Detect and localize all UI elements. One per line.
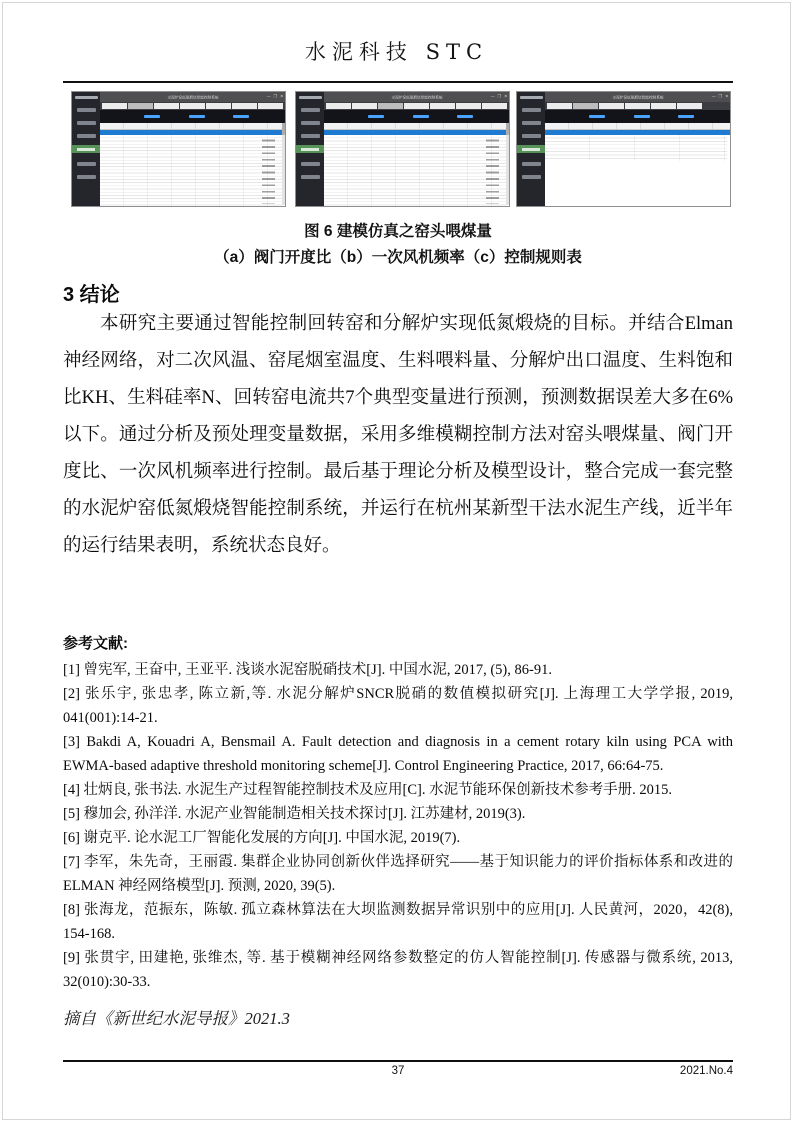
link-label: [189, 115, 205, 118]
references-heading: 参考文献:: [63, 635, 128, 652]
screenshot-panel-b: [295, 91, 510, 207]
sidebar-item: [77, 121, 96, 125]
sidebar-item-active: [72, 145, 100, 153]
window-title: 水泥炉窑低氮煅烧智能控制系统: [391, 95, 442, 99]
link-label: [589, 115, 605, 118]
sidebar-item: [77, 175, 96, 179]
screenshot-panel-a: [71, 91, 286, 207]
table-rows: [100, 135, 282, 206]
sidebar-item: [77, 134, 96, 138]
sidebar-item: [301, 121, 320, 125]
reference-item: [8] 张海龙，范振东，陈敏. 孤立森林算法在大坝监测数据异常识别中的应用[J]. 人民黄河，2020，42(8), 154-168.: [63, 902, 733, 942]
tab-strip: [545, 102, 730, 110]
figure-screenshots: [63, 91, 733, 207]
reference-item: [1] 曾宪军, 王奋中, 王亚平. 浅谈水泥窑脱硝技术[J]. 中国水泥, 2017, (5), 86-91.: [63, 662, 552, 678]
footer-page-number: 37: [391, 1065, 405, 1077]
sidebar-item-active: [296, 145, 324, 153]
link-label: [678, 115, 694, 118]
tab: [404, 103, 429, 109]
footer-rule: [63, 1060, 733, 1062]
sidebar-item: [522, 175, 541, 179]
link-label: [413, 115, 429, 118]
sidebar-item: [522, 134, 541, 138]
value-column: [486, 135, 499, 204]
window-titlebar: [324, 92, 509, 102]
sidebar-item: [522, 108, 541, 112]
toolbar: [324, 110, 509, 123]
reference-item: [6] 谢克平. 论水泥工厂智能化发展的方向[J]. 中国水泥, 2019(7).: [63, 830, 461, 846]
table-rows: [545, 135, 727, 161]
reference-item: [9] 张贯宇, 田建艳, 张维杰, 等. 基于模糊神经网络参数整定的仿人智能控制[J]. 传感器与微系统, 2013, 32(010):30-33.: [63, 950, 733, 990]
app-main-area: [545, 92, 730, 206]
figure-subcaption: （a）阀门开度比（b）一次风机频率（c）控制规则表: [214, 249, 582, 266]
app-logo: [75, 96, 98, 99]
app-logo: [520, 96, 543, 99]
tab-strip: [100, 102, 285, 110]
link-label: [634, 115, 650, 118]
tab: [625, 103, 650, 109]
app-sidebar: [296, 92, 324, 206]
tab: [677, 103, 702, 109]
header-rule: [63, 81, 733, 83]
table-header-row: [324, 123, 509, 130]
tab-active: [573, 103, 598, 109]
figure-caption: 图 6 建模仿真之窑头喂煤量: [304, 223, 492, 240]
sidebar-item: [77, 162, 96, 166]
tab: [456, 103, 481, 109]
tab: [232, 103, 257, 109]
app-main-area: [324, 92, 509, 206]
link-label: [144, 115, 160, 118]
window-controls-icons: — ❐ ✕: [711, 94, 729, 100]
table-header-row: [545, 123, 730, 130]
tab: [258, 103, 283, 109]
window-controls-icons: — ❐ ✕: [266, 94, 284, 100]
reference-item: [5] 穆加会, 孙洋洋. 水泥产业智能制造相关技术探讨[J]. 江苏建材, 2019(3).: [63, 806, 526, 822]
sidebar-item: [522, 162, 541, 166]
table-header-row: [100, 123, 285, 130]
tab: [352, 103, 377, 109]
tab: [430, 103, 455, 109]
tab-strip: [324, 102, 509, 110]
sidebar-item: [77, 108, 96, 112]
sidebar-item: [301, 162, 320, 166]
window-title: 水泥炉窑低氮煅烧智能控制系统: [167, 95, 218, 99]
tab: [651, 103, 676, 109]
toolbar: [100, 110, 285, 123]
sidebar-item: [301, 175, 320, 179]
references-list: [63, 658, 733, 994]
window-controls-icons: — ❐ ✕: [490, 94, 508, 100]
app-main-area: [100, 92, 285, 206]
data-table: [324, 123, 509, 206]
source-note: 摘自《新世纪水泥导报》2021.3: [63, 1009, 290, 1028]
tab: [154, 103, 179, 109]
sidebar-item: [522, 121, 541, 125]
conclusion-paragraph: 本研究主要通过智能控制回转窑和分解炉实现低氮煅烧的目标。并结合Elman神经网络，对二次风温、窑尾烟室温度、生料喂料量、分解炉出口温度、生料饱和比KH、生料硅率N、回转窑电流共7个典型变量进行预测，预测数据误差大多在6%以下。通过分析及预处理变量数据，采用多维模糊控制方法对窑头喂煤量、阀门开度比、一次风机频率进行控制。最后基于理论分析及模型设计，整合完成一套完整的水泥炉窑低氮煅烧智能控制系统，并运行在杭州某新型干法水泥生产线，近半年的运行结果表明，系统状态良好。: [63, 314, 733, 556]
tab: [547, 103, 572, 109]
reference-item: [2] 张乐宇, 张忠孝, 陈立新,等. 水泥分解炉SNCR脱硝的数值模拟研究[J]. 上海理工大学学报, 2019, 041(001):14-21.: [63, 686, 733, 726]
sidebar-item: [301, 134, 320, 138]
tab: [102, 103, 127, 109]
tab: [206, 103, 231, 109]
sidebar-item-active: [517, 145, 545, 153]
window-titlebar: [100, 92, 285, 102]
footer-issue: 2021.No.4: [679, 1065, 733, 1077]
tab: [599, 103, 624, 109]
tab: [326, 103, 351, 109]
reference-item: [7] 李军，朱先奇，王丽霞. 集群企业协同创新伙伴选择研究——基于知识能力的评价指标体系和改进的ELMAN 神经网络模型[J]. 预测, 2020, 39(5).: [63, 854, 733, 894]
tab-active: [378, 103, 403, 109]
journal-header-title: 水泥科技 STC: [304, 40, 489, 64]
link-label: [233, 115, 249, 118]
scrollbar: [282, 123, 285, 205]
tab: [482, 103, 507, 109]
data-table: [545, 123, 730, 206]
table-rows: [324, 135, 506, 206]
sidebar-item: [301, 108, 320, 112]
value-column: [262, 135, 275, 204]
app-sidebar: [72, 92, 100, 206]
window-titlebar: [545, 92, 730, 102]
screenshot-panel-c: [516, 91, 731, 207]
tab: [180, 103, 205, 109]
link-label: [457, 115, 473, 118]
window-title: 水泥炉窑低氮煅烧智能控制系统: [612, 95, 663, 99]
toolbar: [545, 110, 730, 123]
tab-active: [128, 103, 153, 109]
data-table: [100, 123, 285, 206]
section-heading: 3 结论: [63, 284, 120, 306]
scrollbar: [506, 123, 509, 205]
reference-item: [4] 壮炳良, 张书法. 水泥生产过程智能控制技术及应用[C]. 水泥节能环保创新技术参考手册. 2015.: [63, 782, 672, 798]
reference-item: [3] Bakdi A, Kouadri A, Bensmail A. Fault detection and diagnosis in a cement rotary kiln using PCA with EWMA-based adaptive threshold monitoring scheme[J]. Control Engineering Practice, 2017, 66:64-75.: [63, 734, 733, 774]
link-label: [368, 115, 384, 118]
app-sidebar: [517, 92, 545, 206]
app-logo: [299, 96, 322, 99]
